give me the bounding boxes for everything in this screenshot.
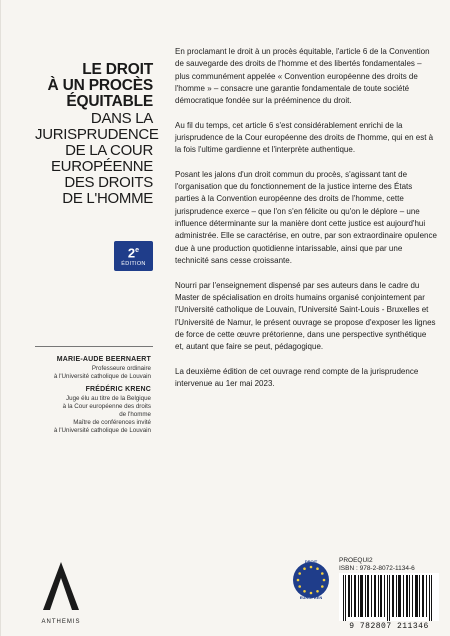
title-light-line: DES DROITS xyxy=(64,174,153,191)
title-bold-line: À UN PROCÈS xyxy=(47,77,153,94)
isbn: ISBN : 978-2-8072-1134-6 xyxy=(339,565,415,572)
back-cover-description xyxy=(175,46,437,402)
paragraph: Nourri par l'enseignement dispensé par ses auteurs dans le cadre du Master de spécialisation en droits humains organisé conjointement par l'Université catholique de Louvain, l'Université Saint-Louis - Bruxelles et l'Université de Namur, le présent ouvrage se propose d'exposer les lignes de force de cette œuvre prétorienne, dans une perspective synthétique et, autant que faire se peut, pédagogique. xyxy=(175,280,436,352)
edition-badge xyxy=(114,241,153,271)
author-affiliation: Juge élu au titre de la Belgique xyxy=(66,395,151,402)
anthemis-a-icon xyxy=(39,560,83,612)
author-name: FRÉDÉRIC KRENC xyxy=(85,386,151,393)
author-name: MARIE-AUDE BEERNAERT xyxy=(56,356,151,363)
title-bold-line: ÉQUITABLE xyxy=(66,93,153,110)
book-title xyxy=(35,61,159,207)
product-code: PROEQUI2 xyxy=(339,557,373,564)
authors-block xyxy=(21,356,151,435)
droit-europeen-badge xyxy=(289,557,333,603)
paragraph: Au fil du temps, cet article 6 s'est considérablement enrichi de la jurisprudence de la Cour européenne des droits de l'homme, qui en est à la fois l'ultime gardienne et l'interprète authentique. xyxy=(175,120,434,155)
title-light-line: DANS LA xyxy=(90,110,153,127)
product-codes xyxy=(339,557,415,573)
title-light-line: JURISPRUDENCE xyxy=(35,126,159,143)
author-affiliation: à l'Université catholique de Louvain xyxy=(53,427,151,434)
paragraph: En proclamant le droit à un procès équitable, l'article 6 de la Convention de sauvegarde des droits de l'homme et des libertés fondamentales – plus communément appelée « Convention européenne des droits de l'homme » – consacre une garantie fondamentale de toute société démocratique fondée sur la prééminence du droit. xyxy=(175,47,430,106)
paragraph: La deuxième édition de cet ouvrage rend compte de la jurisprudence intervenue au 1er mai 2023. xyxy=(175,366,419,388)
barcode xyxy=(339,573,439,621)
author-affiliation: de l'homme xyxy=(119,411,151,418)
paragraph: Posant les jalons d'un droit commun du procès, s'agissant tant de l'organisation que du fonctionnement de la justice interne des États parties à la Convention européenne des droits de l'homme, cette jurisprudence exerce – que l'on s'en félicite ou qu'on le déplore – une influence déterminante sur la manière dont cette justice est aujourd'hui administrée. Elle se caractérise, en outre, par son extraordinaire opulence due à une production quotidienne intarissable, ainsi que par une technicité sans cesse croissante. xyxy=(175,169,437,266)
edition-label: ÉDITION xyxy=(121,261,146,268)
author-affiliation: Maître de conférences invité xyxy=(73,419,151,426)
edition-number: 2e xyxy=(127,245,140,261)
publisher-logo xyxy=(31,560,91,625)
divider xyxy=(35,346,153,347)
publisher-name: ANTHEMIS xyxy=(41,619,81,625)
author-affiliation: Professeure ordinaire xyxy=(91,365,151,372)
title-light-line: DE L'HOMME xyxy=(62,190,153,207)
title-light-line: DE LA COUR xyxy=(65,142,153,159)
author-affiliation: à l'Université catholique de Louvain xyxy=(53,373,151,380)
author-affiliation: à la Cour européenne des droits xyxy=(62,403,151,410)
barcode-digits: 9 782807 211346 xyxy=(349,622,429,631)
title-bold-line: LE DROIT xyxy=(82,61,153,78)
badge-top-text: DROIT xyxy=(304,559,318,564)
title-light-line: EUROPÉENNE xyxy=(50,158,153,175)
badge-bottom-text: EUROPÉEN xyxy=(299,595,323,600)
